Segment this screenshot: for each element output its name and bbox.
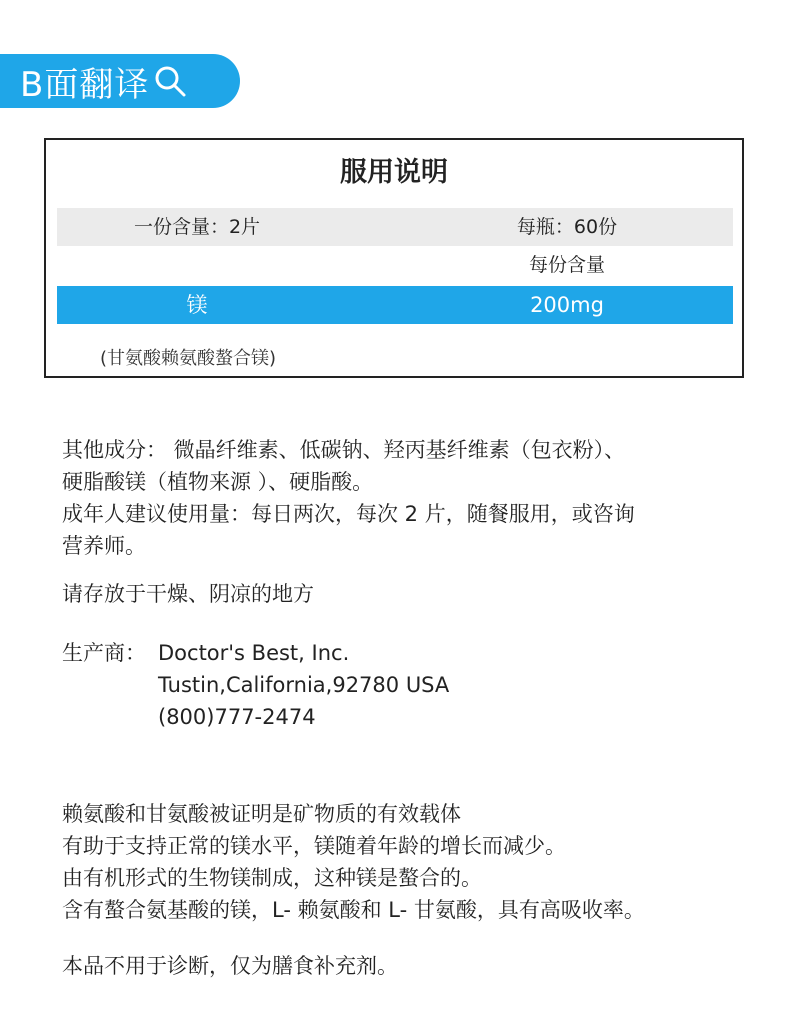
amount-per-serving: 每份含量 [528, 254, 605, 276]
manufacturer-details [158, 637, 449, 733]
magnifier-icon [153, 64, 187, 98]
text-line: 成年人建议使用量：每日两次，每次 2 片，随餐服用，或咨询 [62, 502, 635, 526]
manufacturer-label: 生产商： [62, 641, 146, 665]
supplement-facts-box [44, 138, 744, 378]
storage-text: 请存放于干燥、阴凉的地方 [62, 582, 314, 606]
section-tab-label: B面翻译 [20, 64, 150, 105]
text-line: 由有机形式的生物镁制成，这种镁是螯合的。 [62, 866, 482, 890]
serving-row [57, 208, 733, 246]
benefits-paragraph [62, 798, 645, 926]
nutrient-amount: 200mg [530, 293, 604, 317]
facts-title: 服用说明 [340, 157, 448, 188]
nutrient-row [57, 286, 733, 324]
other-ingredients-paragraph [62, 434, 635, 562]
section-tab [0, 54, 240, 108]
disclaimer-text: 本品不用于诊断，仅为膳食补充剂。 [62, 954, 398, 978]
text-line: 有助于支持正常的镁水平，镁随着年龄的增长而减少。 [62, 834, 566, 858]
text-line: 营养师。 [62, 534, 146, 558]
text-line: 含有螯合氨基酸的镁，L- 赖氨酸和 L- 甘氨酸，具有高吸收率。 [62, 898, 645, 922]
manufacturer-phone: (800)777-2474 [158, 705, 316, 729]
text-line: 其他成分： 微晶纤维素、低碳钠、羟丙基纤维素（包衣粉）、 [62, 438, 626, 462]
text-line: 赖氨酸和甘氨酸被证明是矿物质的有效载体 [62, 802, 461, 826]
manufacturer-address: Tustin,California,92780 USA [158, 673, 450, 697]
serving-size: 一份含量：2片 [133, 216, 261, 238]
servings-per-container: 每瓶：60份 [516, 216, 618, 238]
manufacturer-name: Doctor's Best, Inc. [158, 641, 350, 665]
source-note: (甘氨酸赖氨酸螯合镁) [100, 348, 277, 369]
text-line: 硬脂酸镁（植物来源 ）、硬脂酸。 [62, 470, 374, 494]
nutrient-name: 镁 [186, 293, 208, 317]
